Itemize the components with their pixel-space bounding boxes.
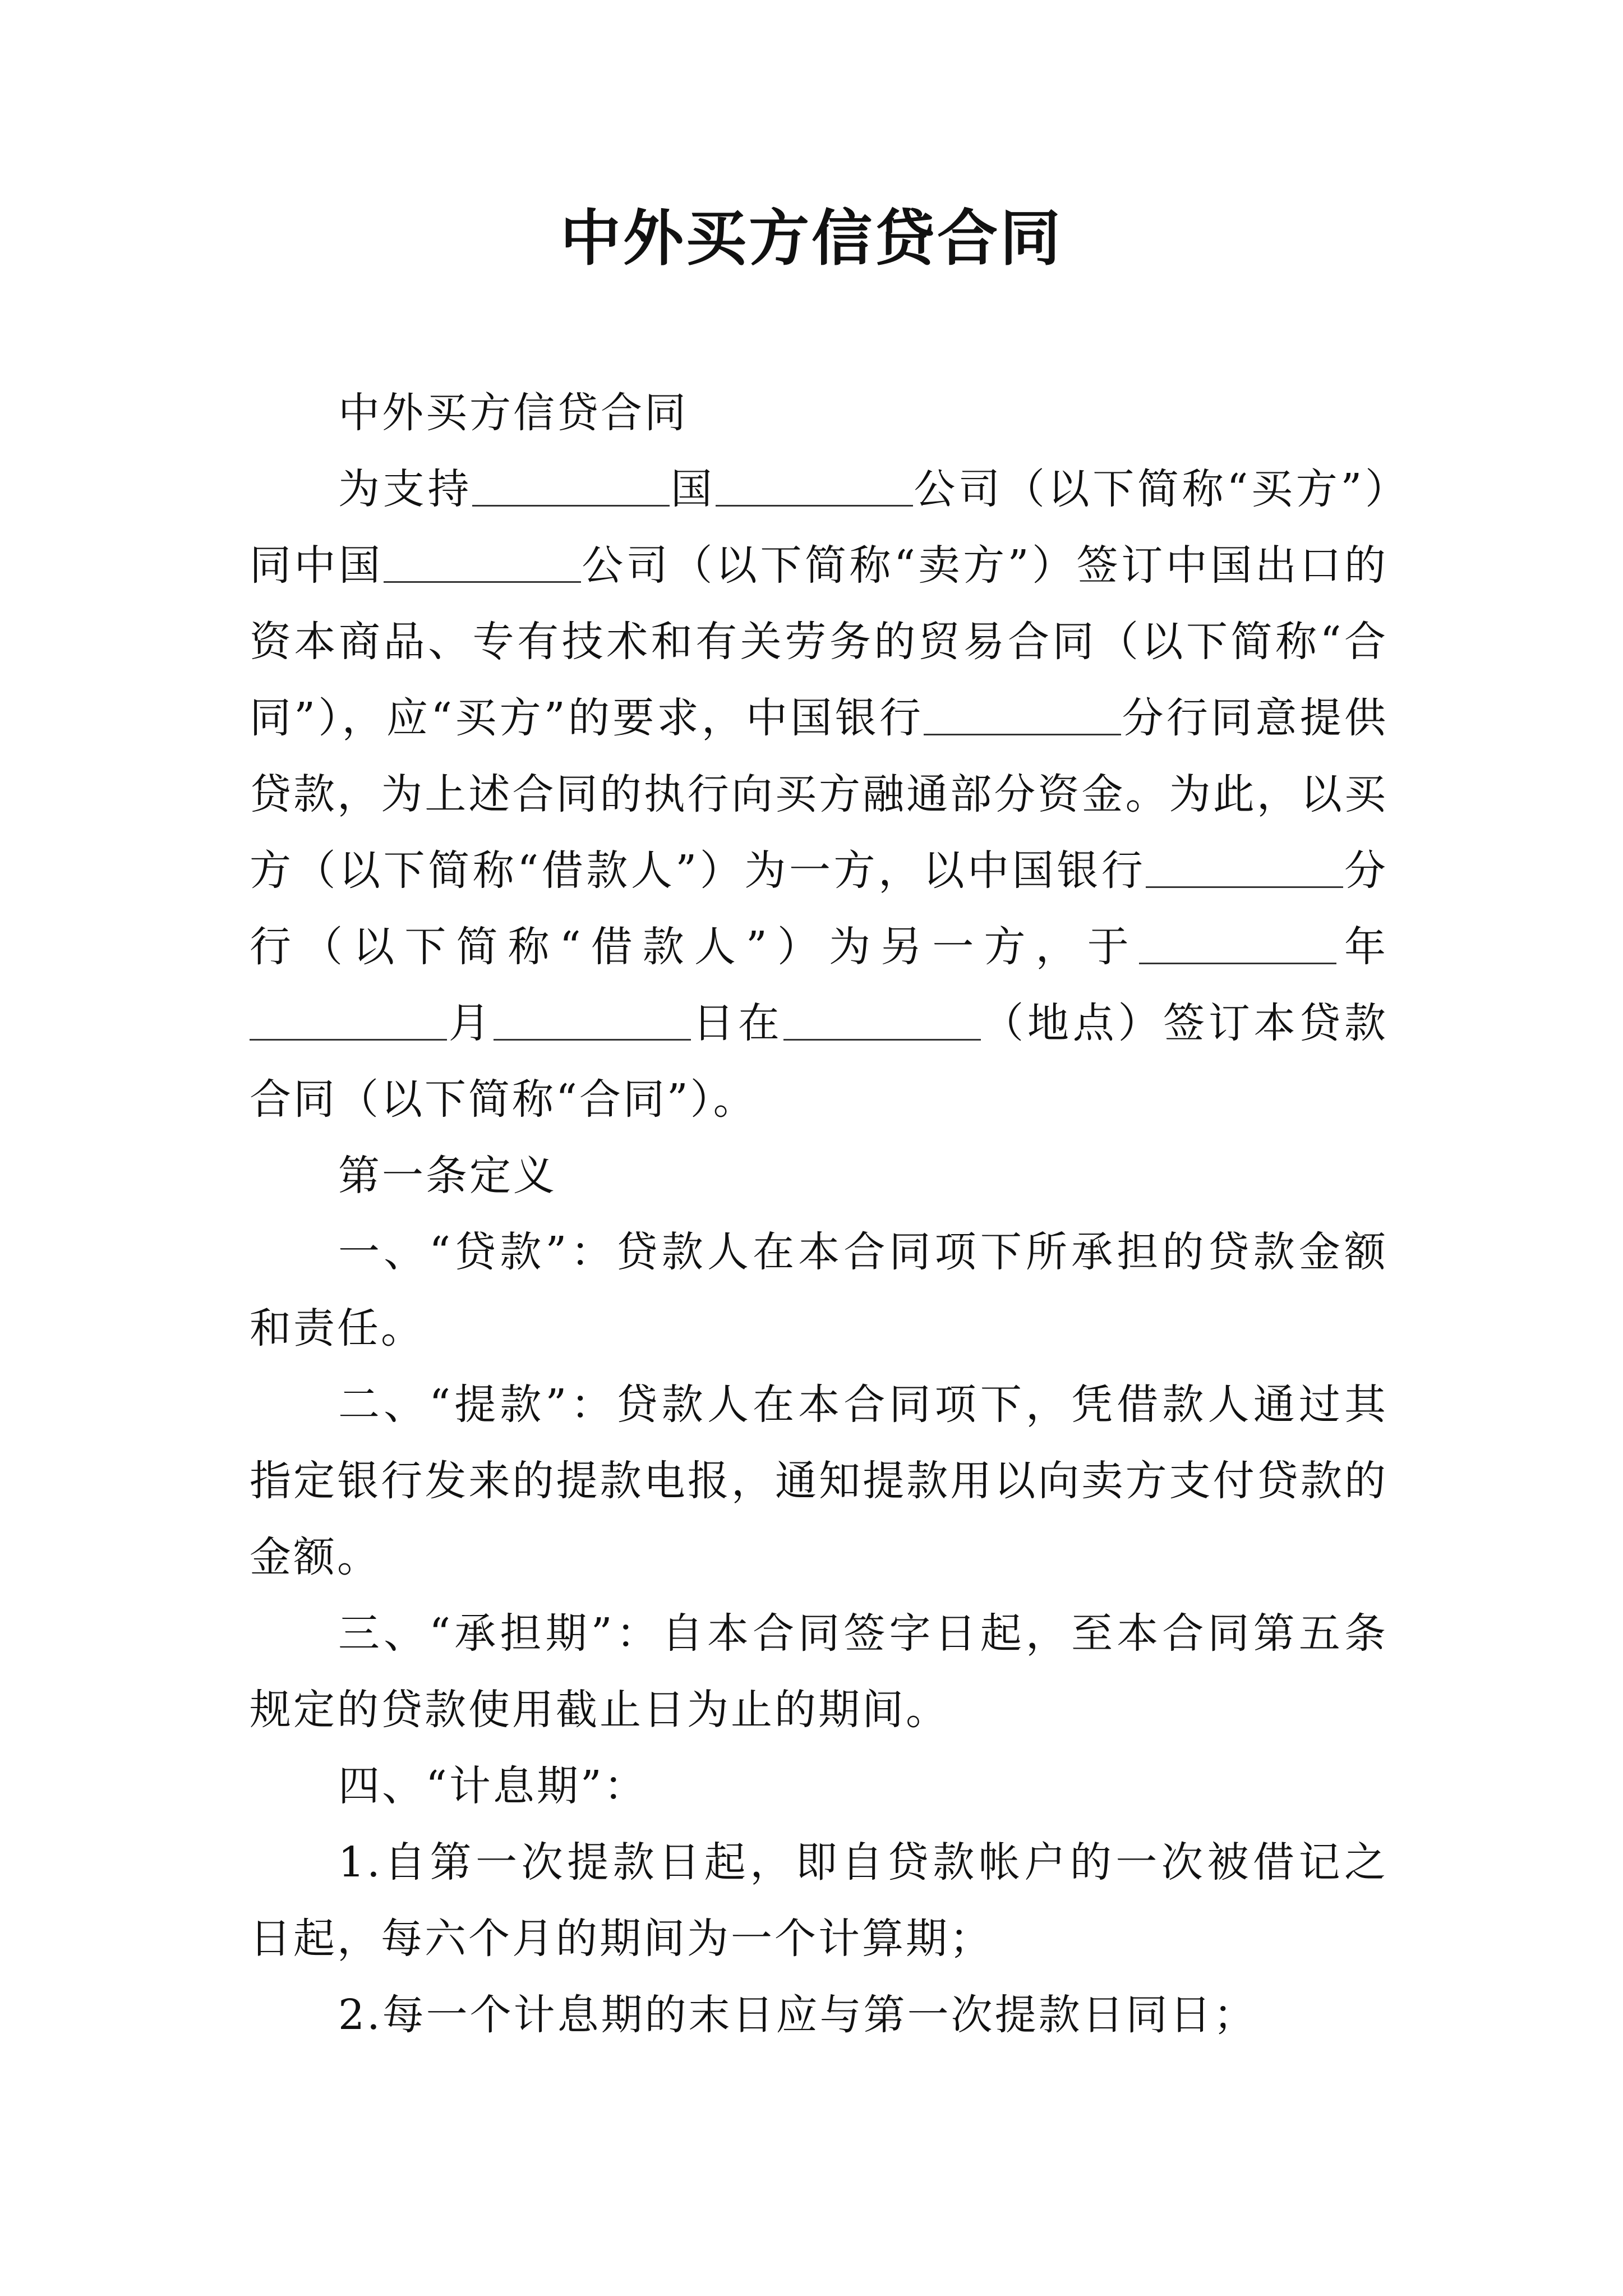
interest-period-item-1: 1.自第一次提款日起，即自贷款帐户的一次被借记之日起，每六个月的期间为一个计算期；: [250, 1838, 1388, 1963]
intro-text-10: （地点）签订本贷款合同（以下简称“合同”）。: [250, 999, 1389, 1124]
intro-text-5: 分行同意提供贷款，为上述合同的执行向买方融通部分资金。为此，以买方（以下简称“借款人”）为一方，以中国银行: [250, 694, 1388, 895]
blank-lender-branch[interactable]: [1146, 853, 1343, 888]
article-1-heading: 第一条定义: [338, 1152, 557, 1200]
intro-text-8: 月: [447, 999, 494, 1047]
document-body: [250, 375, 1388, 2053]
definition-commitment-period: 三、“承担期”：自本合同签字日起，至本合同第五条规定的贷款使用截止日为止的期间。: [250, 1609, 1388, 1734]
intro-text-4: 公司（以下简称“卖方”）签订中国出口的资本商品、专有技术和有关劳务的贸易合同（以下简称“合同”），应“买方”的要求，中国银行: [250, 541, 1388, 742]
intro-text-1: 为支持: [338, 465, 473, 513]
intro-text-9: 日在: [691, 999, 783, 1047]
blank-buyer-company[interactable]: [716, 471, 913, 507]
blank-place[interactable]: [783, 1005, 981, 1041]
blank-seller-company[interactable]: [384, 547, 581, 583]
intro-text-7: 年: [1336, 923, 1388, 971]
blank-day[interactable]: [494, 1005, 691, 1041]
intro-text-3: 公司（以下简称“买方”）同中国: [250, 465, 1389, 590]
blank-year[interactable]: [1139, 929, 1336, 964]
blank-bank-branch[interactable]: [924, 700, 1121, 735]
blank-month[interactable]: [250, 1005, 447, 1041]
definition-interest-period-heading: 四、“计息期”：: [338, 1762, 648, 1810]
document-subtitle: 中外买方信贷合同: [338, 389, 688, 437]
intro-paragraph: [250, 451, 1388, 1138]
definition-loan: 一、“贷款”：贷款人在本合同项下所承担的贷款金额和责任。: [250, 1228, 1388, 1352]
intro-text-2: 国: [670, 465, 716, 513]
intro-text-6: 分行（以下简称“借款人”）为另一方，于: [250, 846, 1388, 971]
document-title: 中外买方信贷合同: [560, 203, 1063, 274]
definition-drawdown: 二、“提款”：贷款人在本合同项下，凭借款人通过其指定银行发来的提款电报，通知提款用以向卖方支付贷款的金额。: [250, 1381, 1388, 1581]
interest-period-item-2: 2.每一个计息期的末日应与第一次提款日同日；: [338, 1991, 1257, 2039]
blank-country[interactable]: [472, 471, 670, 507]
